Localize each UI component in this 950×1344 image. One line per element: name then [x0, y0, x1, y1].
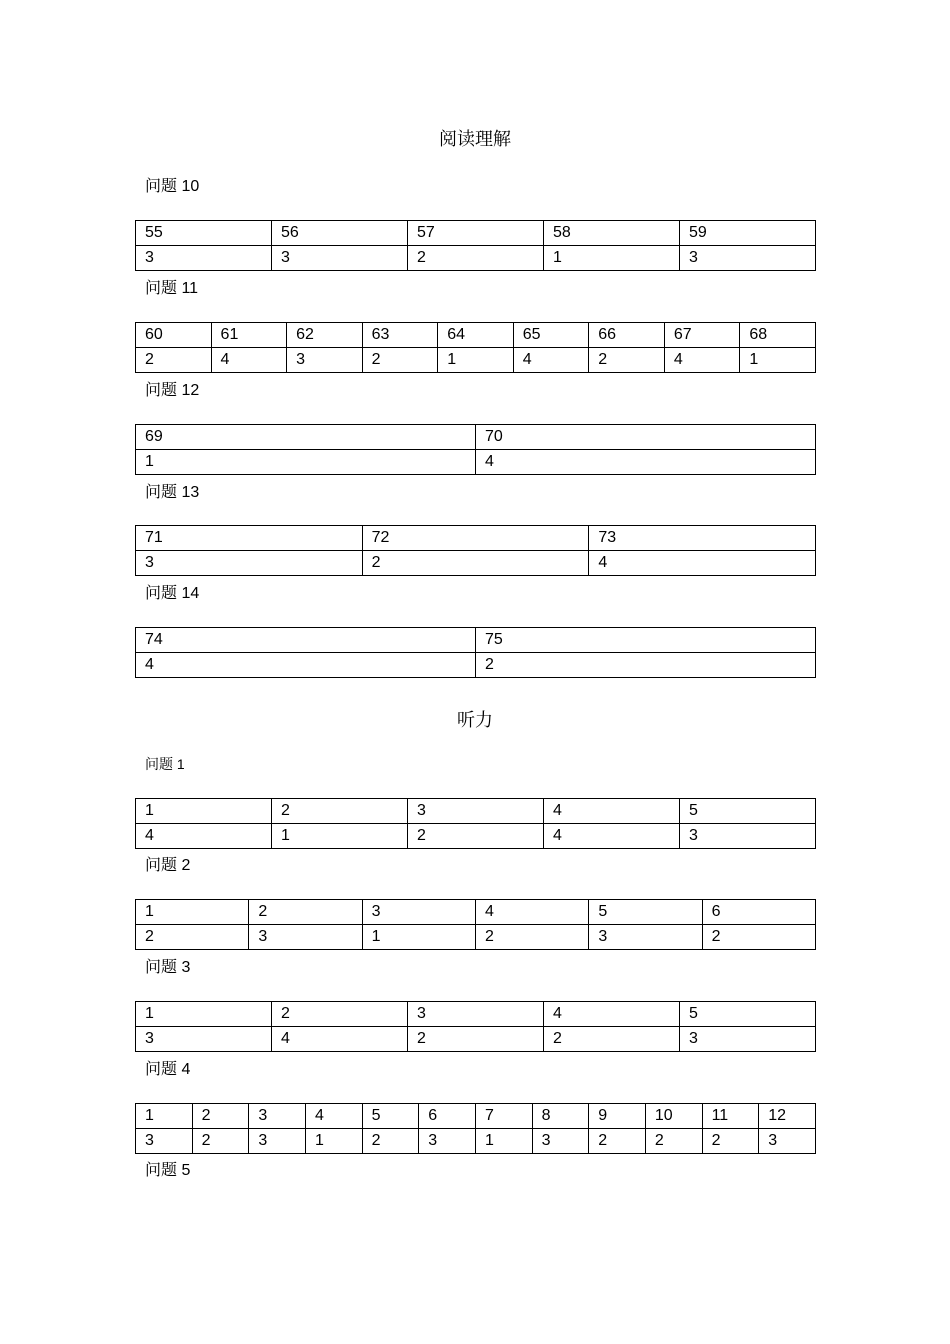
answer-cell: 3	[249, 1129, 306, 1154]
listening-section-title: 听力	[457, 710, 493, 731]
answer-cell: 2	[475, 925, 588, 950]
answer-row	[136, 450, 816, 475]
question-number-cell: 60	[136, 323, 212, 348]
question-number-cell: 9	[589, 1104, 646, 1129]
answer-cell: 3	[532, 1129, 589, 1154]
question-number-cell: 57	[408, 221, 544, 246]
answer-cell: 1	[475, 1129, 532, 1154]
answer-cell: 2	[136, 925, 249, 950]
question-number-cell: 8	[532, 1104, 589, 1129]
answer-row	[136, 653, 816, 678]
question-label: 问题 10	[145, 178, 200, 195]
answer-cell: 4	[589, 551, 816, 576]
answer-cell: 3	[680, 824, 816, 849]
answer-cell: 3	[680, 246, 816, 271]
question-number-cell: 66	[589, 323, 665, 348]
answer-cell: 2	[476, 653, 816, 678]
question-number-cell: 5	[589, 900, 702, 925]
question-number-cell: 2	[272, 1002, 408, 1027]
answer-cell: 4	[211, 348, 287, 373]
question-number-cell: 64	[438, 323, 514, 348]
question-number-cell: 3	[362, 900, 475, 925]
answer-table	[135, 627, 816, 678]
answer-cell: 2	[544, 1027, 680, 1052]
answer-cell: 2	[192, 1129, 249, 1154]
answer-cell: 3	[136, 1027, 272, 1052]
question-label: 问题 13	[145, 484, 200, 501]
question-number-cell: 1	[136, 1002, 272, 1027]
question-number-cell: 73	[589, 526, 816, 551]
answer-table	[135, 1103, 816, 1154]
question-number-cell: 12	[759, 1104, 816, 1129]
question-number-cell: 1	[136, 799, 272, 824]
answer-cell: 2	[362, 1129, 419, 1154]
answer-row	[136, 1027, 816, 1052]
question-number-row	[136, 526, 816, 551]
answer-row	[136, 1129, 816, 1154]
answer-cell: 1	[305, 1129, 362, 1154]
answer-row	[136, 246, 816, 271]
answer-cell: 4	[664, 348, 740, 373]
question-number-cell: 3	[408, 799, 544, 824]
question-number-cell: 5	[680, 1002, 816, 1027]
answer-table	[135, 1001, 816, 1052]
question-label: 问题 4	[145, 1061, 191, 1078]
question-number-cell: 4	[475, 900, 588, 925]
answer-cell: 2	[645, 1129, 702, 1154]
answer-table	[135, 424, 816, 475]
question-number-row	[136, 1002, 816, 1027]
answer-cell: 4	[513, 348, 589, 373]
reading-section-title: 阅读理解	[439, 129, 511, 150]
answer-cell: 2	[702, 1129, 759, 1154]
answer-cell: 4	[272, 1027, 408, 1052]
answer-table	[135, 220, 816, 271]
question-number-cell: 2	[192, 1104, 249, 1129]
answer-cell: 1	[136, 450, 476, 475]
question-number-row	[136, 323, 816, 348]
answer-cell: 3	[287, 348, 363, 373]
answer-cell: 1	[438, 348, 514, 373]
question-label: 问题 5	[145, 1162, 191, 1179]
answer-cell: 2	[362, 348, 438, 373]
question-number-cell: 11	[702, 1104, 759, 1129]
answer-row	[136, 824, 816, 849]
answer-cell: 3	[136, 1129, 193, 1154]
answer-cell: 1	[272, 824, 408, 849]
answer-cell: 4	[476, 450, 816, 475]
answer-cell: 2	[589, 348, 665, 373]
answer-cell: 2	[408, 246, 544, 271]
question-number-row	[136, 221, 816, 246]
question-number-cell: 5	[680, 799, 816, 824]
question-number-cell: 1	[136, 1104, 193, 1129]
answer-cell: 1	[362, 925, 475, 950]
question-number-cell: 2	[249, 900, 362, 925]
answer-cell: 4	[136, 653, 476, 678]
question-number-cell: 4	[544, 799, 680, 824]
answer-table	[135, 899, 816, 950]
question-number-cell: 10	[645, 1104, 702, 1129]
answer-cell: 3	[589, 925, 702, 950]
answer-table	[135, 525, 816, 576]
answer-cell: 3	[680, 1027, 816, 1052]
answer-cell: 3	[136, 246, 272, 271]
answer-cell: 3	[759, 1129, 816, 1154]
question-number-cell: 68	[740, 323, 816, 348]
answer-cell: 3	[249, 925, 362, 950]
question-number-cell: 2	[272, 799, 408, 824]
answer-row	[136, 348, 816, 373]
question-number-cell: 6	[419, 1104, 476, 1129]
answer-cell: 2	[408, 824, 544, 849]
question-number-cell: 5	[362, 1104, 419, 1129]
question-number-cell: 56	[272, 221, 408, 246]
question-number-cell: 1	[136, 900, 249, 925]
question-number-cell: 67	[664, 323, 740, 348]
answer-cell: 2	[362, 551, 589, 576]
question-label: 问题 1	[145, 756, 185, 772]
question-number-cell: 74	[136, 628, 476, 653]
question-number-cell: 59	[680, 221, 816, 246]
answer-cell: 2	[136, 348, 212, 373]
question-number-row	[136, 425, 816, 450]
answer-cell: 2	[589, 1129, 646, 1154]
question-number-cell: 4	[544, 1002, 680, 1027]
question-number-cell: 3	[408, 1002, 544, 1027]
answer-cell: 3	[272, 246, 408, 271]
question-number-cell: 65	[513, 323, 589, 348]
question-number-row	[136, 628, 816, 653]
answer-cell: 4	[136, 824, 272, 849]
answer-table	[135, 322, 816, 373]
question-label: 问题 12	[145, 382, 200, 399]
question-number-cell: 72	[362, 526, 589, 551]
answer-cell: 1	[544, 246, 680, 271]
answer-row	[136, 551, 816, 576]
question-number-row	[136, 900, 816, 925]
answer-cell: 2	[702, 925, 815, 950]
question-number-row	[136, 1104, 816, 1129]
question-number-cell: 63	[362, 323, 438, 348]
answer-cell: 3	[419, 1129, 476, 1154]
question-label: 问题 2	[145, 857, 191, 874]
answer-cell: 4	[544, 824, 680, 849]
question-number-cell: 3	[249, 1104, 306, 1129]
answer-cell: 1	[740, 348, 816, 373]
answer-cell: 3	[136, 551, 363, 576]
answer-cell: 2	[408, 1027, 544, 1052]
question-number-cell: 55	[136, 221, 272, 246]
question-number-cell: 70	[476, 425, 816, 450]
question-number-cell: 71	[136, 526, 363, 551]
question-number-cell: 62	[287, 323, 363, 348]
answer-table	[135, 798, 816, 849]
question-number-cell: 75	[476, 628, 816, 653]
question-label: 问题 3	[145, 959, 191, 976]
question-number-row	[136, 799, 816, 824]
question-label: 问题 14	[145, 585, 200, 602]
question-number-cell: 7	[475, 1104, 532, 1129]
question-number-cell: 58	[544, 221, 680, 246]
question-number-cell: 4	[305, 1104, 362, 1129]
question-number-cell: 69	[136, 425, 476, 450]
answer-row	[136, 925, 816, 950]
question-number-cell: 61	[211, 323, 287, 348]
question-number-cell: 6	[702, 900, 815, 925]
question-label: 问题 11	[145, 280, 199, 297]
